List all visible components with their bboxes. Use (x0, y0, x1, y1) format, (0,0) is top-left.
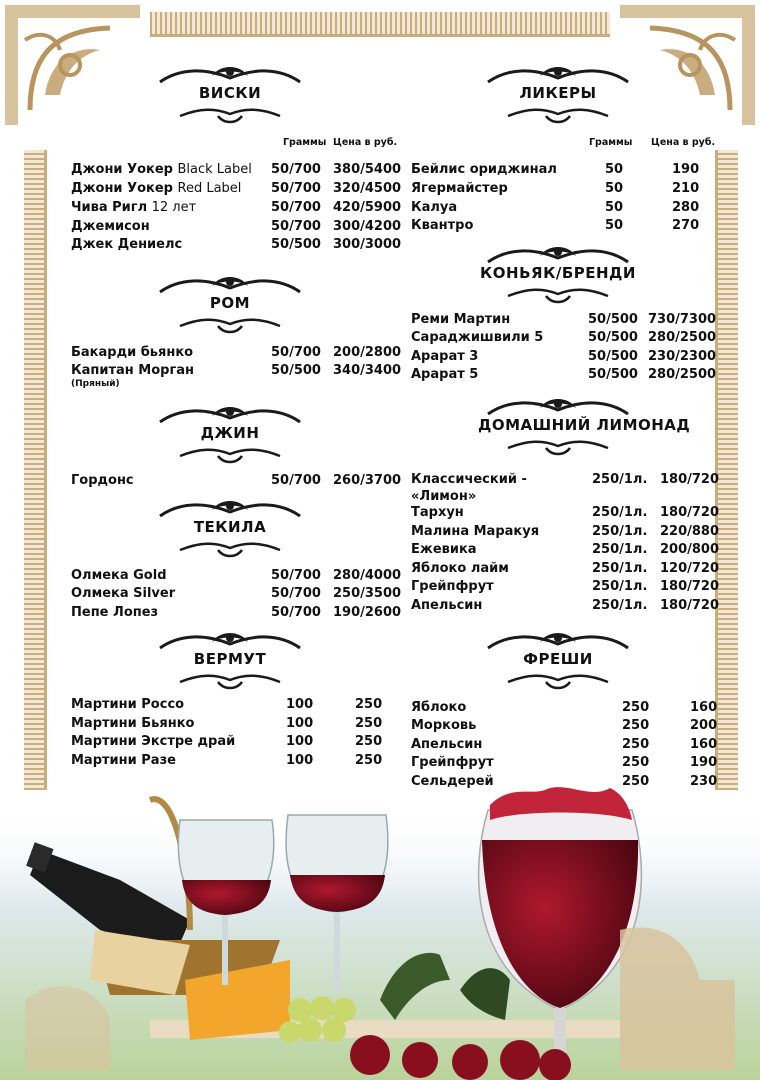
price-value: 180/720 (660, 505, 720, 520)
price-value: 250/3500 (333, 586, 402, 601)
liqueurs-heading (478, 60, 638, 130)
list-item: Арарат 5 (411, 367, 479, 382)
rum-heading (150, 270, 310, 340)
gin-heading (150, 400, 310, 470)
price-value: 250 (355, 716, 383, 731)
section-title: ДОМАШНИЙ ЛИМОНАД (478, 416, 691, 434)
price-value: 160 (690, 737, 718, 752)
list-item: Калуа (411, 200, 458, 215)
grams-value: 250/1л. (592, 524, 648, 539)
column-header-price: Цена в руб. (333, 137, 398, 148)
grams-value: 50/700 (271, 162, 321, 177)
price-value: 180/720 (660, 579, 720, 594)
whisky-heading (150, 60, 310, 130)
price-value: 180/720 (660, 598, 720, 613)
section-title: ФРЕШИ (523, 650, 593, 668)
list-item: Джони Уокер Red Label (71, 181, 242, 196)
list-item: Грейпфрут (411, 755, 494, 770)
list-item: Ягермайстер (411, 181, 508, 196)
price-value: 280/2500 (648, 330, 717, 345)
section-title: ЛИКЕРЫ (519, 84, 597, 102)
section-title: КОНЬЯК/БРЕНДИ (480, 264, 636, 282)
grams-value: 100 (286, 734, 314, 749)
grams-value: 250 (622, 718, 650, 733)
price-value: 270 (672, 218, 700, 233)
grams-value: 50/700 (271, 181, 321, 196)
price-value: 730/7300 (648, 312, 717, 327)
price-value: 190/2600 (333, 605, 402, 620)
list-item: Мартини Россо (71, 697, 185, 712)
list-item: Квантро (411, 218, 474, 233)
top-left-corner-ornament (0, 0, 150, 130)
grams-value: 250 (622, 755, 650, 770)
price-value: 300/4200 (333, 219, 402, 234)
list-item: Яблоко лайм (411, 561, 509, 576)
grams-value: 50/700 (271, 219, 321, 234)
grams-value: 50/700 (271, 345, 321, 360)
list-item: Мартини Экстре драй (71, 734, 236, 749)
lemonade-heading (478, 392, 691, 462)
price-value: 380/5400 (333, 162, 402, 177)
grams-value: 250/1л. (592, 579, 648, 594)
price-value: 190 (672, 162, 700, 177)
grams-value: 250/1л. (592, 598, 648, 613)
list-item: Гордонс (71, 473, 134, 488)
list-item: Джони Уокер Black Label (71, 162, 252, 177)
list-item: Мартини Разе (71, 753, 176, 768)
list-item: Апельсин (411, 598, 483, 613)
grams-value: 50/500 (588, 349, 638, 364)
list-item: Классический - (411, 472, 527, 487)
section-title: ВИСКИ (198, 84, 262, 102)
grams-value: 100 (286, 716, 314, 731)
price-value: 250 (355, 697, 383, 712)
list-item: Реми Мартин (411, 312, 511, 327)
list-item: Джемисон (71, 219, 150, 234)
top-border-strip (150, 12, 610, 34)
right-border-strip (718, 150, 738, 790)
list-item: Яблоко (411, 700, 467, 715)
list-item: Бакарди бьянко (71, 345, 194, 360)
price-value: 420/5900 (333, 200, 402, 215)
list-item: Тархун (411, 505, 464, 520)
price-value: 200/800 (660, 542, 720, 557)
grams-value: 250/1л. (592, 505, 648, 520)
list-item: Грейпфрут (411, 579, 494, 594)
cognac-heading (478, 240, 638, 310)
price-value: 180/720 (660, 472, 720, 487)
price-value: 220/880 (660, 524, 720, 539)
price-value: 190 (690, 755, 718, 770)
price-value: 200/2800 (333, 345, 402, 360)
price-value: 340/3400 (333, 363, 402, 378)
column-header-grams: Граммы (589, 137, 633, 148)
price-value: 230 (690, 774, 718, 789)
section-title: ДЖИН (200, 424, 260, 442)
section-title: ВЕРМУТ (193, 650, 267, 668)
list-item: Пепе Лопез (71, 605, 159, 620)
price-value: 300/3000 (333, 237, 402, 252)
grams-value: 50 (605, 200, 624, 215)
column-header-grams: Граммы (283, 137, 327, 148)
list-item: Олмека Silver (71, 586, 176, 601)
grams-value: 250 (622, 774, 650, 789)
list-item: Капитан Морган (71, 363, 195, 378)
list-item: Сельдерей (411, 774, 494, 789)
grams-value: 250 (622, 737, 650, 752)
price-value: 210 (672, 181, 700, 196)
section-title: ТЕКИЛА (193, 518, 267, 536)
list-item: Бейлис ориджинал (411, 162, 557, 177)
grams-value: 50/500 (588, 330, 638, 345)
grams-value: 50/500 (271, 363, 321, 378)
grams-value: 250/1л. (592, 472, 648, 487)
grams-value: 50/700 (271, 568, 321, 583)
grams-value: 50/700 (271, 586, 321, 601)
list-item: Олмека Gold (71, 568, 167, 583)
price-value: 280 (672, 200, 700, 215)
price-value: 320/4500 (333, 181, 402, 196)
price-value: 260/3700 (333, 473, 402, 488)
list-item: Малина Маракуя (411, 524, 540, 539)
list-item: Арарат 3 (411, 349, 479, 364)
list-item: Морковь (411, 718, 477, 733)
grams-value: 250/1л. (592, 561, 648, 576)
grams-value: 50 (605, 181, 624, 196)
section-title: РОМ (209, 294, 251, 312)
price-value: 280/4000 (333, 568, 402, 583)
grams-value: 100 (286, 697, 314, 712)
list-item: Апельсин (411, 737, 483, 752)
grams-value: 50/700 (271, 473, 321, 488)
left-border-strip (24, 150, 44, 790)
price-value: 230/2300 (648, 349, 717, 364)
grams-value: 50 (605, 218, 624, 233)
wine-still-life-image (0, 780, 760, 1080)
grams-value: 50 (605, 162, 624, 177)
grams-value: 50/500 (588, 367, 638, 382)
grams-value: 100 (286, 753, 314, 768)
grams-value: 250/1л. (592, 542, 648, 557)
grams-value: 250 (622, 700, 650, 715)
vermouth-heading (150, 626, 310, 696)
tequila-heading (150, 494, 310, 564)
column-header-price: Цена в руб. (651, 137, 716, 148)
grams-value: 50/700 (271, 605, 321, 620)
list-item: Джек Дениелс (71, 237, 183, 252)
price-value: 120/720 (660, 561, 720, 576)
grams-value: 50/700 (271, 200, 321, 215)
list-item: Мартини Бьянко (71, 716, 195, 731)
price-value: 160 (690, 700, 718, 715)
list-item: Сараджишвили 5 (411, 330, 544, 345)
list-item-continued: «Лимон» (411, 489, 477, 504)
grams-value: 50/500 (588, 312, 638, 327)
list-item: Чива Ригл 12 лет (71, 200, 197, 215)
price-value: 280/2500 (648, 367, 717, 382)
price-value: 250 (355, 753, 383, 768)
grams-value: 50/500 (271, 237, 321, 252)
fresh-heading (478, 626, 638, 696)
price-value: 250 (355, 734, 383, 749)
list-item: Ежевика (411, 542, 477, 557)
item-note: (Пряный) (71, 379, 120, 389)
price-value: 200 (690, 718, 718, 733)
